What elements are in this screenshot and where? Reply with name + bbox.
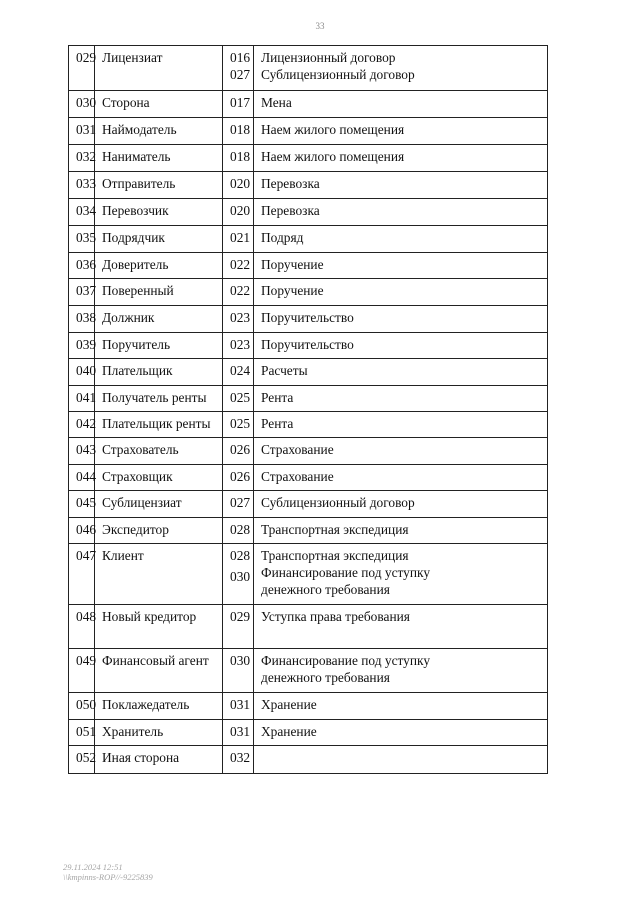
contract-code: 026 — [230, 469, 251, 484]
contract-type: Перевозка — [261, 176, 320, 191]
contract-code: 022 — [230, 283, 251, 298]
party-name: Сторона — [95, 91, 223, 118]
table-row — [69, 438, 548, 465]
table-row — [69, 145, 548, 172]
contract-type-cell — [254, 438, 548, 465]
contract-type: Поручение — [261, 283, 324, 298]
contract-type-cell — [254, 118, 548, 145]
table-row — [69, 649, 548, 693]
contract-type-cell — [254, 279, 548, 306]
contract-type-cell — [254, 720, 548, 746]
party-name: Сублицензиат — [95, 491, 223, 518]
contract-type: денежного требования — [261, 582, 390, 597]
contract-type-cell — [254, 605, 548, 649]
row-code: 049 — [69, 649, 95, 693]
row-code: 041 — [69, 386, 95, 412]
contract-type: Хранение — [261, 697, 317, 712]
party-name: Получатель ренты — [95, 386, 223, 412]
party-name: Подрядчик — [95, 226, 223, 253]
party-name: Поверенный — [95, 279, 223, 306]
contract-type-cell — [254, 746, 548, 774]
contract-code-cell — [223, 412, 254, 438]
contract-code: 024 — [230, 363, 251, 378]
party-name: Отправитель — [95, 172, 223, 199]
contract-type: Рента — [261, 390, 294, 405]
row-code: 045 — [69, 491, 95, 518]
contract-code: 020 — [230, 176, 251, 191]
row-code: 043 — [69, 438, 95, 465]
contract-type-cell — [254, 649, 548, 693]
contract-type-cell — [254, 693, 548, 720]
contract-type: Наем жилого помещения — [261, 122, 405, 137]
contract-type-cell — [254, 518, 548, 544]
contract-code-cell — [223, 720, 254, 746]
contract-code: 023 — [230, 337, 251, 352]
contract-type-cell — [254, 145, 548, 172]
party-name: Поклажедатель — [95, 693, 223, 720]
contract-code: 030 — [230, 653, 251, 668]
contract-code: 027 — [230, 67, 251, 82]
party-name: Перевозчик — [95, 199, 223, 226]
contract-code-cell — [223, 145, 254, 172]
party-name: Хранитель — [95, 720, 223, 746]
contract-type: Рента — [261, 416, 294, 431]
contract-type-cell — [254, 46, 548, 91]
row-code: 050 — [69, 693, 95, 720]
contract-code: 030 — [230, 569, 251, 584]
contract-type: Перевозка — [261, 203, 320, 218]
contract-type: Расчеты — [261, 363, 308, 378]
contract-type: Поручительство — [261, 310, 354, 325]
contract-code-cell — [223, 306, 254, 333]
party-name: Плательщик ренты — [95, 412, 223, 438]
table-row — [69, 333, 548, 359]
row-code: 030 — [69, 91, 95, 118]
table-row — [69, 605, 548, 649]
contract-code: 018 — [230, 149, 251, 164]
row-code: 048 — [69, 605, 95, 649]
row-code: 033 — [69, 172, 95, 199]
print-timestamp: 29.11.2024 12:51 — [63, 862, 123, 872]
table-row — [69, 172, 548, 199]
contract-type: Подряд — [261, 230, 304, 245]
table-row — [69, 199, 548, 226]
contract-type: Лицензионный договор — [261, 50, 396, 65]
print-path: \\kmpinns-ROP//-9225839 — [63, 872, 153, 882]
contract-code: 027 — [230, 495, 251, 510]
contract-code-cell — [223, 605, 254, 649]
print-footer — [63, 862, 153, 882]
contract-type-cell — [254, 491, 548, 518]
party-name: Наймодатель — [95, 118, 223, 145]
party-name: Наниматель — [95, 145, 223, 172]
page-number: 33 — [315, 21, 325, 31]
table-row — [69, 746, 548, 774]
contract-code: 020 — [230, 203, 251, 218]
contract-code-cell — [223, 746, 254, 774]
row-code: 047 — [69, 544, 95, 605]
contract-type: Транспортная экспедиция — [261, 522, 409, 537]
contract-code: 023 — [230, 310, 251, 325]
contract-code-cell — [223, 544, 254, 605]
contract-code: 017 — [230, 95, 251, 110]
table-row — [69, 465, 548, 491]
row-code: 051 — [69, 720, 95, 746]
contract-code-cell — [223, 279, 254, 306]
party-name: Иная сторона — [95, 746, 223, 774]
contract-code: 032 — [230, 750, 251, 765]
row-code: 035 — [69, 226, 95, 253]
contract-code: 018 — [230, 122, 251, 137]
contract-type-cell — [254, 465, 548, 491]
contract-type-cell — [254, 199, 548, 226]
table-row — [69, 279, 548, 306]
party-name: Поручитель — [95, 333, 223, 359]
contract-type: Мена — [261, 95, 292, 110]
contract-type: Поручительство — [261, 337, 354, 352]
row-code: 032 — [69, 145, 95, 172]
party-name: Страховщик — [95, 465, 223, 491]
contract-code-cell — [223, 91, 254, 118]
contract-code-cell — [223, 649, 254, 693]
contract-code: 016 — [230, 50, 251, 65]
contract-code-cell — [223, 333, 254, 359]
contract-code-cell — [223, 199, 254, 226]
contract-type: Страхование — [261, 469, 334, 484]
table-row — [69, 412, 548, 438]
table-row — [69, 226, 548, 253]
contract-type: Сублицензионный договор — [261, 67, 415, 82]
contract-code: 022 — [230, 257, 251, 272]
party-name: Финансовый агент — [95, 649, 223, 693]
row-code: 036 — [69, 253, 95, 279]
contract-code-cell — [223, 491, 254, 518]
contract-code: 031 — [230, 724, 251, 739]
contract-type: Финансирование под уступку — [261, 653, 431, 668]
contract-type-cell — [254, 333, 548, 359]
party-name: Должник — [95, 306, 223, 333]
contract-code: 021 — [230, 230, 251, 245]
party-name: Доверитель — [95, 253, 223, 279]
table-row — [69, 720, 548, 746]
row-code: 042 — [69, 412, 95, 438]
row-code: 034 — [69, 199, 95, 226]
table-row — [69, 544, 548, 605]
table-row — [69, 693, 548, 720]
contract-type: Сублицензионный договор — [261, 495, 415, 510]
contract-code-cell — [223, 46, 254, 91]
row-code: 052 — [69, 746, 95, 774]
row-code: 044 — [69, 465, 95, 491]
contract-type-cell — [254, 386, 548, 412]
contract-type-cell — [254, 359, 548, 386]
contract-code: 028 — [230, 522, 251, 537]
table-row — [69, 306, 548, 333]
contract-type-cell — [254, 412, 548, 438]
contract-type: денежного требования — [261, 670, 390, 685]
contract-code-cell — [223, 172, 254, 199]
contract-code: 025 — [230, 416, 251, 431]
table-row — [69, 46, 548, 91]
contract-type-cell — [254, 91, 548, 118]
table-row — [69, 91, 548, 118]
contract-type-cell — [254, 544, 548, 605]
contract-type-cell — [254, 253, 548, 279]
contract-type-cell — [254, 306, 548, 333]
contract-code-cell — [223, 438, 254, 465]
table-row — [69, 518, 548, 544]
contract-type: Поручение — [261, 257, 324, 272]
party-name: Страхователь — [95, 438, 223, 465]
contract-type: Финансирование под уступку — [261, 565, 431, 580]
contract-code-cell — [223, 226, 254, 253]
table-row — [69, 491, 548, 518]
contract-type: Транспортная экспедиция — [261, 548, 409, 563]
contract-type-cell — [254, 226, 548, 253]
contract-code: 026 — [230, 442, 251, 457]
row-code: 040 — [69, 359, 95, 386]
contract-code: 025 — [230, 390, 251, 405]
party-name: Новый кредитор — [95, 605, 223, 649]
contract-code: 031 — [230, 697, 251, 712]
contract-code-cell — [223, 465, 254, 491]
contract-type: Страхование — [261, 442, 334, 457]
contract-code-cell — [223, 359, 254, 386]
contract-code: 029 — [230, 609, 251, 624]
table-row — [69, 253, 548, 279]
contract-type: Наем жилого помещения — [261, 149, 405, 164]
contract-type: Уступка права требования — [261, 609, 410, 624]
party-name: Экспедитор — [95, 518, 223, 544]
contract-code-cell — [223, 253, 254, 279]
row-code: 037 — [69, 279, 95, 306]
contract-parties-table — [68, 45, 548, 774]
table-row — [69, 118, 548, 145]
row-code: 029 — [69, 46, 95, 91]
contract-code-cell — [223, 118, 254, 145]
contract-code-cell — [223, 386, 254, 412]
party-name: Клиент — [95, 544, 223, 605]
contract-code-cell — [223, 518, 254, 544]
party-name: Лицензиат — [95, 46, 223, 91]
table-row — [69, 386, 548, 412]
contract-code: 028 — [230, 548, 251, 563]
table-row — [69, 359, 548, 386]
row-code: 039 — [69, 333, 95, 359]
contract-code-cell — [223, 693, 254, 720]
row-code: 046 — [69, 518, 95, 544]
contract-type: Хранение — [261, 724, 317, 739]
party-name: Плательщик — [95, 359, 223, 386]
contract-type-cell — [254, 172, 548, 199]
row-code: 038 — [69, 306, 95, 333]
row-code: 031 — [69, 118, 95, 145]
